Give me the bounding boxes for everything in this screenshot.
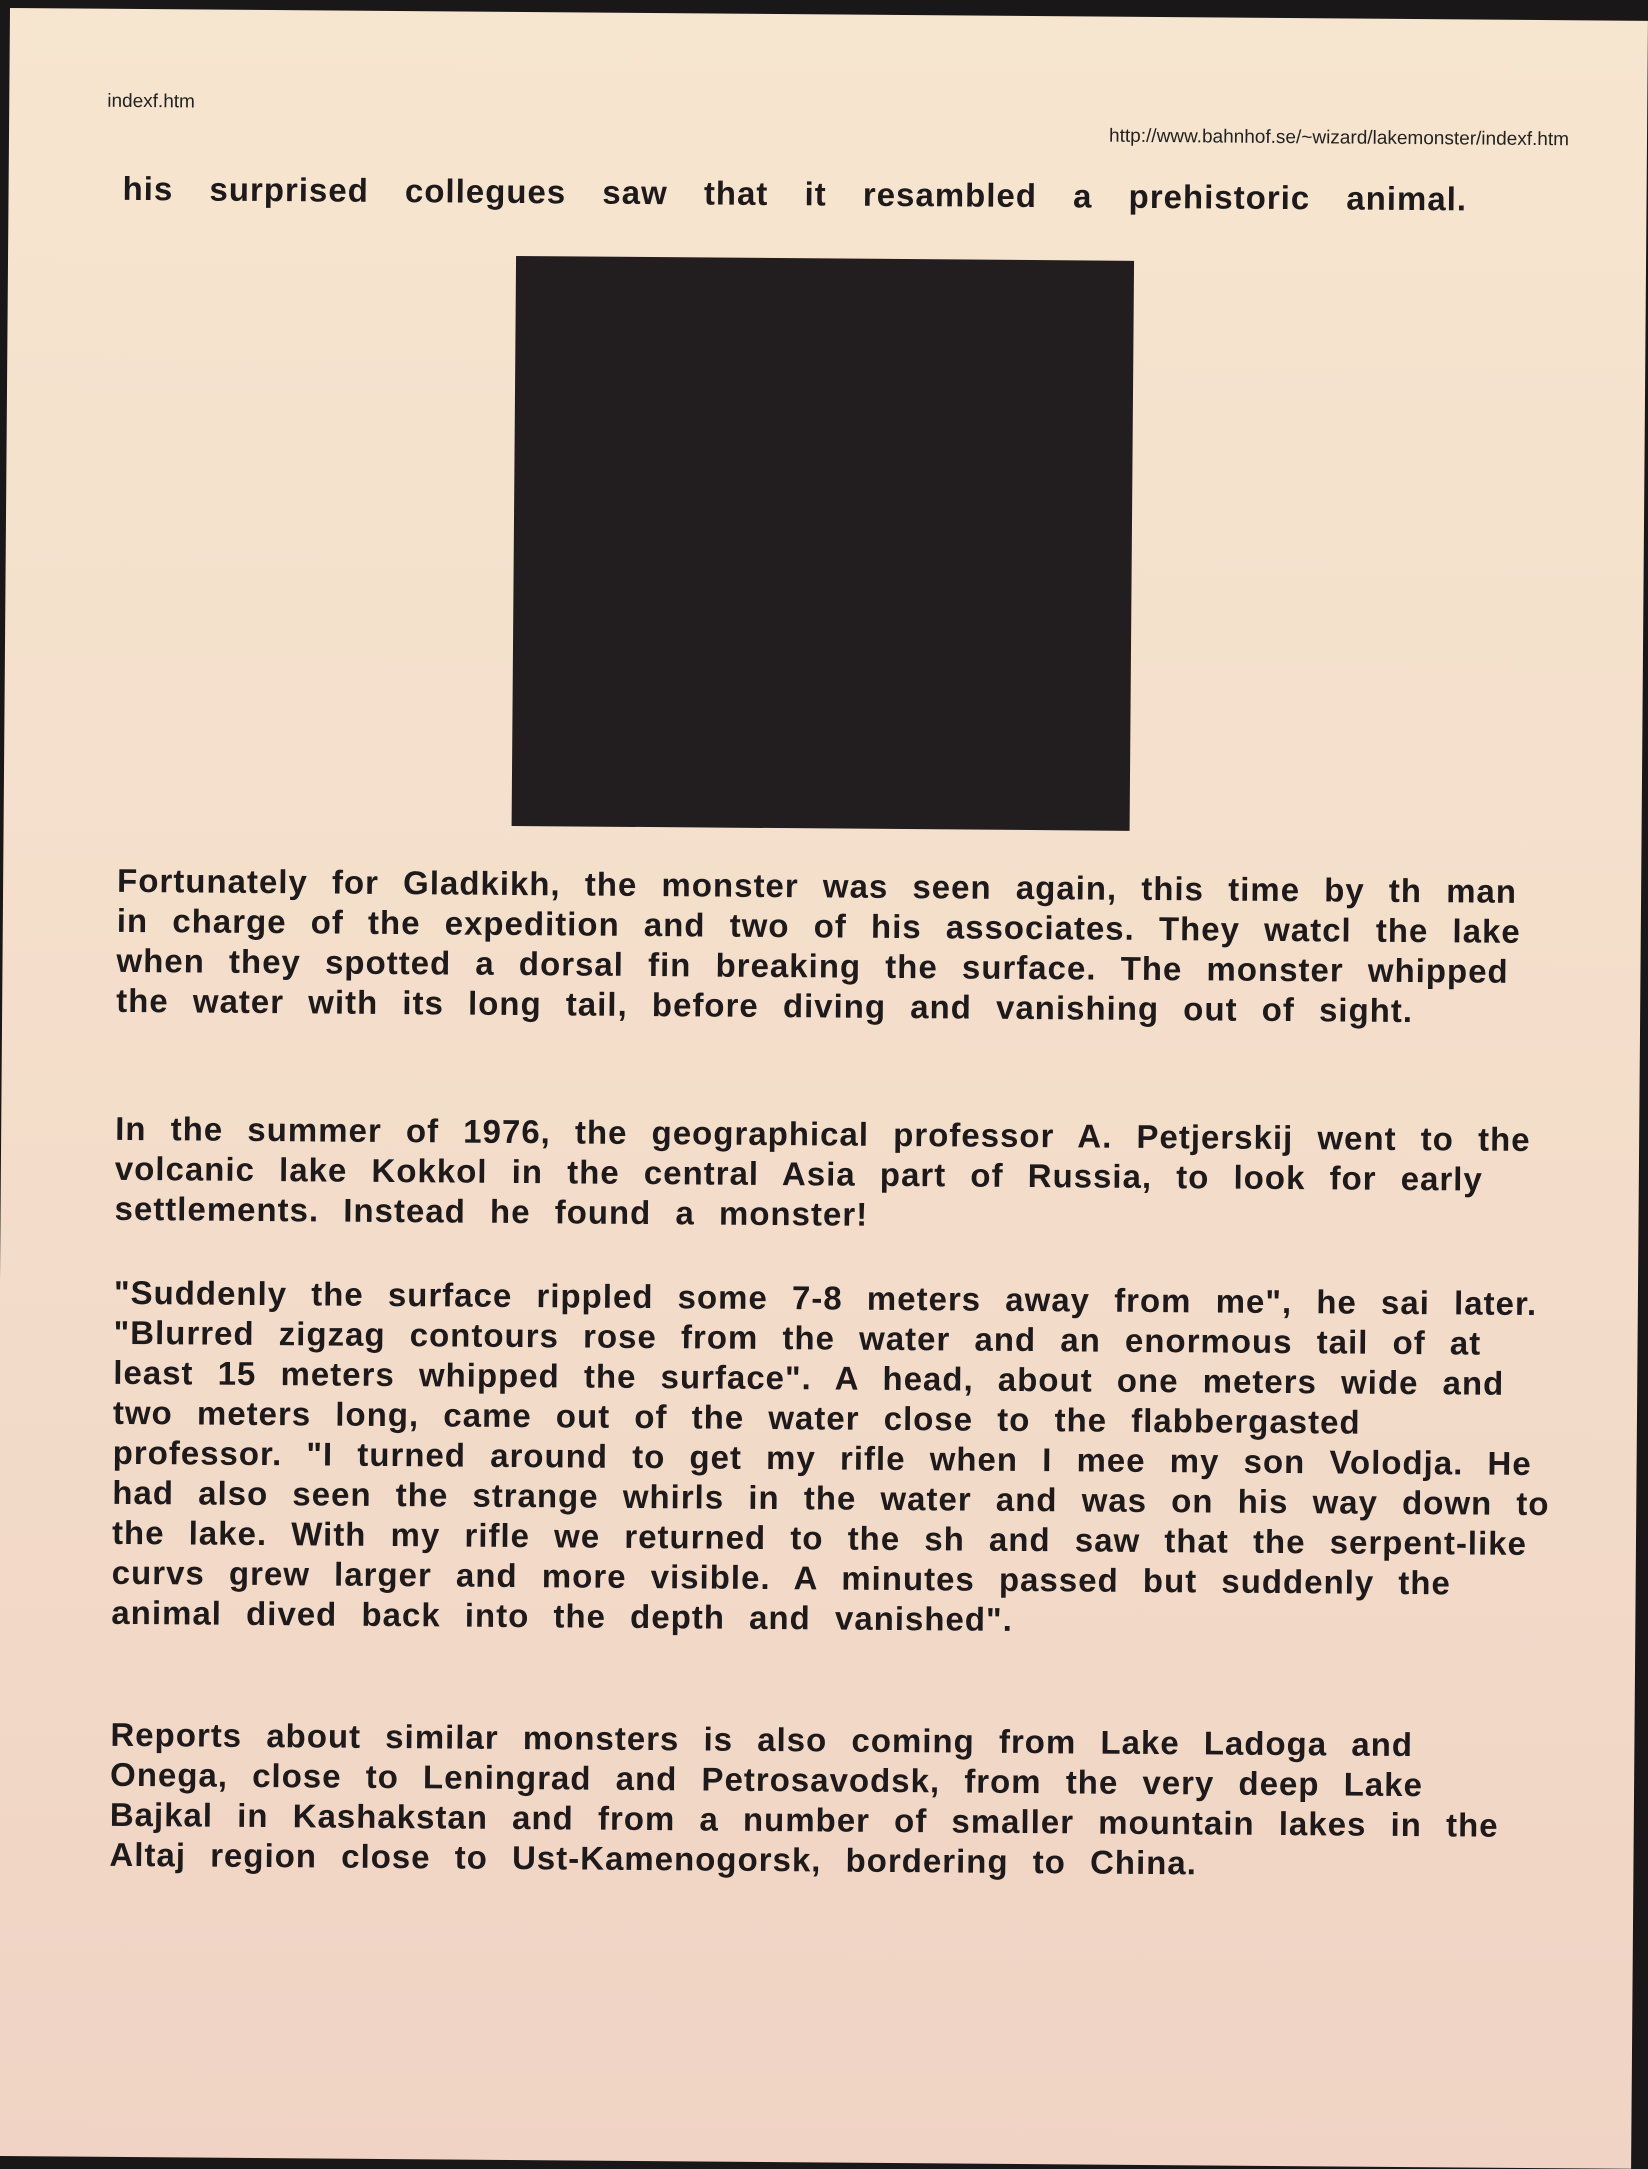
monster-photo bbox=[512, 256, 1134, 831]
paragraph-quote: "Suddenly the surface rippled some 7-8 meters away from me", he sai later. "Blurred zigzag contours rose from the water and an enormous tail of at least 15 meters whipped the surface". A head, about one meters wide and two meters long, came out of the water close to the flabbergasted professor. "I turned around to get my rifle when I mee my son Volodja. He had also seen the strange whirls in the water and was on his way down to the lake. With my rifle we returned to the sh and saw that the serpent-like curvs grew larger and more visible. A minutes passed but suddenly the animal dived back into the depth and vanished". bbox=[111, 1273, 1550, 1638]
paragraph-fortunately: Fortunately for Gladkikh, the monster was seen again, this time by th man in charge of the expedition and two of his associates. They watcl the lake when they spotted a dorsal fin breaking the surface. The monster whipped the water with its long tail, before diving and vanishing out of sight. bbox=[116, 861, 1521, 1030]
page-filename: indexf.htm bbox=[107, 90, 196, 113]
page-url: http://www.bahnhof.se/~wizard/lakemonster/indexf.htm bbox=[1109, 125, 1570, 151]
paragraph-summer-1976: In the summer of 1976, the geographical professor A. Petjerskij went to the volcanic lake Kokkol in the central Asia part of Russia, to look for early settlements. Instead he found a monster! bbox=[114, 1109, 1531, 1233]
printed-page bbox=[0, 8, 1648, 2169]
paragraph-intro: his surprised collegues saw that it resambled a prehistoric animal. bbox=[122, 169, 1468, 218]
paragraph-reports: Reports about similar monsters is also coming from Lake Ladoga and Onega, close to Leningrad and Petrosavodsk, from the very deep Lake Bajkal in Kashakstan and from a number of smaller mountain lakes in the Altaj region close to Ust-Kamenogorsk, bordering to China. bbox=[109, 1715, 1499, 1882]
